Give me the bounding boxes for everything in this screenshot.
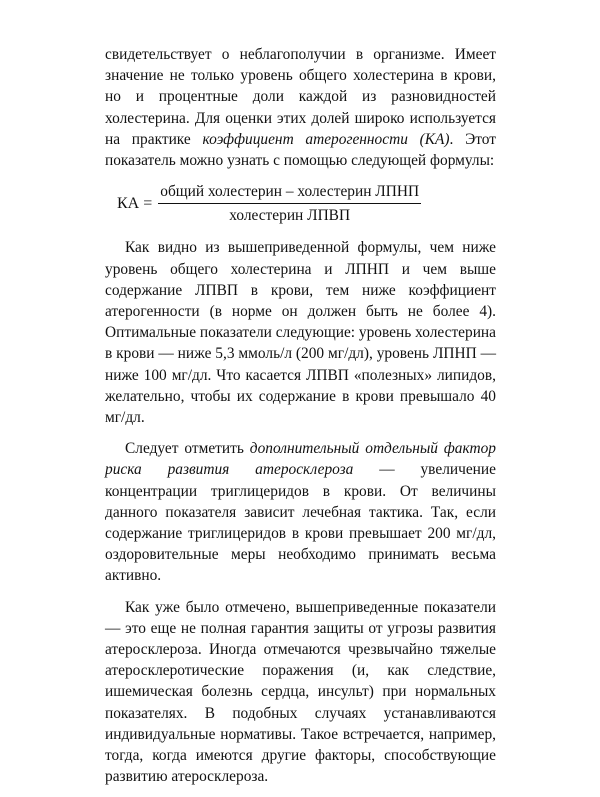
- paragraph-intro: [105, 44, 496, 171]
- formula-fraction: [158, 182, 421, 225]
- atherogenic-coefficient-formula: [117, 182, 496, 225]
- paragraph-individual-norms: Как уже было отмечено, вышеприведенные показатели — это еще не полная гарантия защиты от угрозы развития атеросклероза. Иногда отмечаются чрезвычайно тяжелые атеросклеротические поражения (и, как следствие, ишемическая болезнь сердца, инсульт) при нормальных показателях. В подобных случаях устанавливаются индивидуальные нормативы. Такое встречается, например, тогда, когда имеются другие факторы, способствующие развитию атеросклероза.: [105, 598, 496, 786]
- book-page: [105, 44, 496, 797]
- paragraph-triglycerides: [105, 438, 496, 586]
- risk-factor-term: дополнительный отдельный фактор риска развития атеросклероза: [105, 440, 496, 479]
- formula-denominator: холестерин ЛПВП: [229, 207, 351, 225]
- paragraph-intro-text-2: . Этот показатель можно узнать с помощью следующей формулы:: [105, 130, 496, 170]
- paragraph-triglycerides-text-1: Следует отметить: [125, 440, 250, 458]
- paragraph-norms: Как видно из вышеприведенной формулы, чем ниже уровень общего холестерина и ЛПНП и чем выше содержание ЛПВП в крови, тем ниже коэффициент атерогенности (в норме он должен быть не более 4). Оптимальные показатели следующие: уровень холестерина в крови — ниже 5,3 ммоль/л (200 мг/дл), уровень ЛПНП — ниже 100 мг/дл. Что касается ЛПВП «полезных» липидов, желательно, чтобы их содержание в крови превышало 40 мг/дл.: [105, 239, 496, 427]
- atherogenic-coefficient-term: коэффициент атерогенности (КА): [202, 130, 450, 148]
- formula-numerator: общий холестерин – холестерин ЛПНП: [160, 183, 420, 201]
- paragraph-triglycerides-text-2: — увеличение концентрации триглицеридов в крови. От величины данного показателя зависит лечебная тактика. Так, если содержание триглицеридов в крови превышает 200 мг/дл, оздоровительные меры необходимо принимать весьма активно.: [105, 461, 496, 585]
- formula-lhs: КА =: [117, 195, 153, 213]
- paragraph-intro-text-1: свидетельствует о неблагополучии в организме. Имеет значение не только уровень общего холестерина в крови, но и процентные доли каждой из разновидностей холестерина. Для оценки этих долей широко используется на практике: [105, 46, 496, 148]
